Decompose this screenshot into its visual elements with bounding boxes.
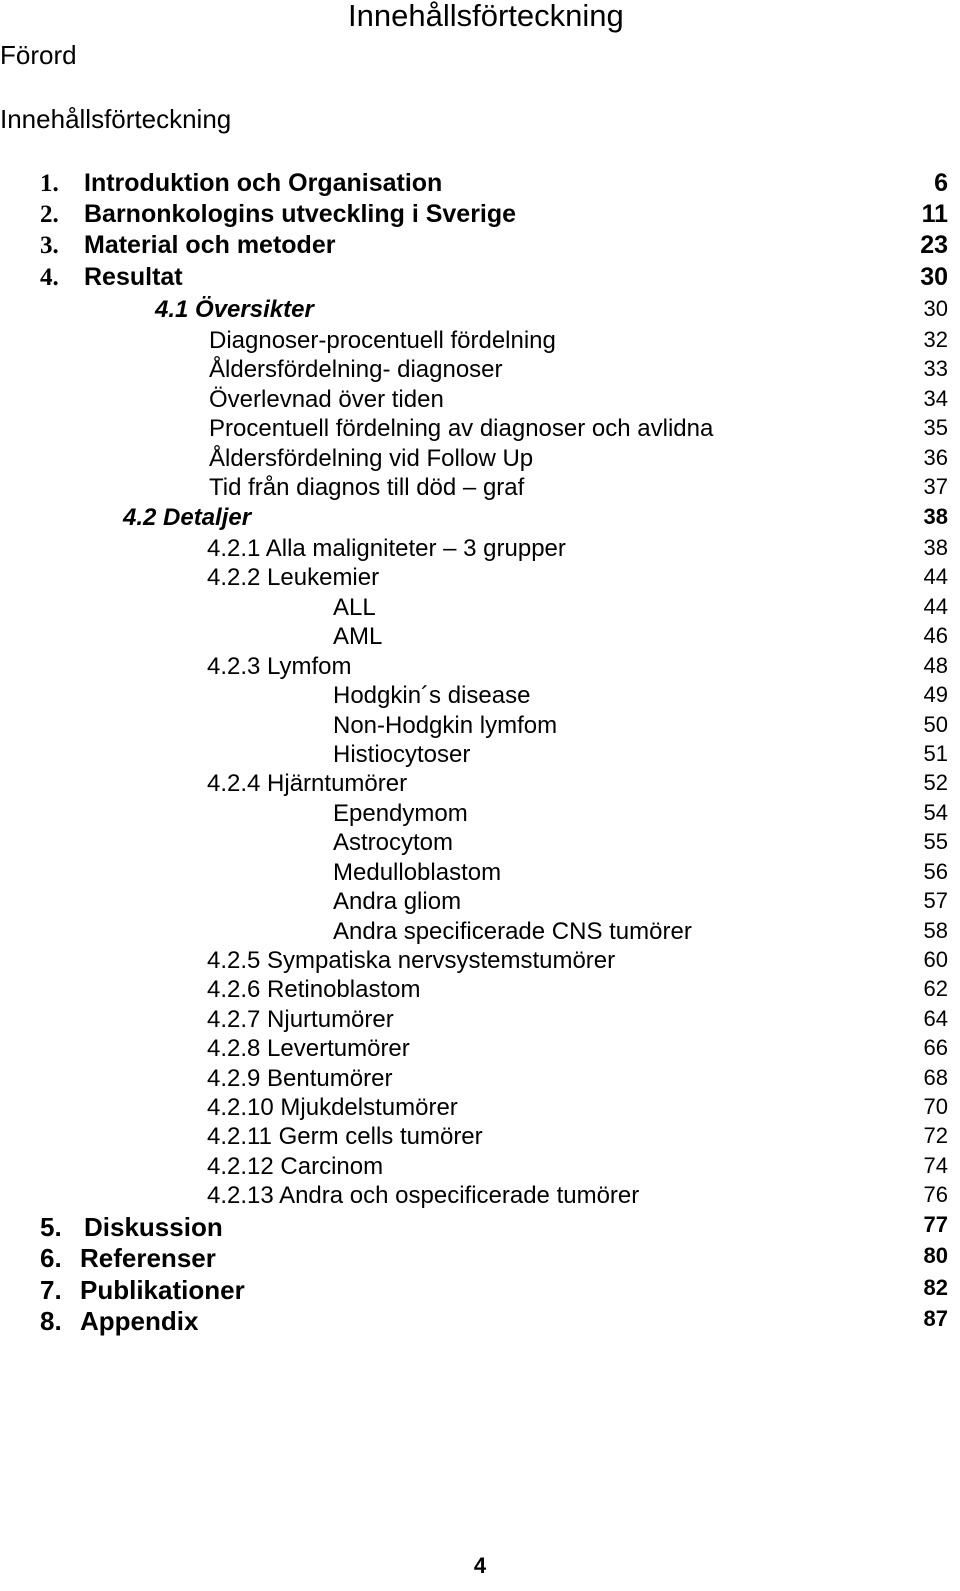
toc-entry-label: 4.2.11 Germ cells tumörer bbox=[207, 1123, 483, 1150]
toc-entry-page: 52 bbox=[923, 770, 948, 795]
toc-entry-number: 5. bbox=[40, 1212, 62, 1242]
toc-entry-page: 57 bbox=[923, 888, 948, 913]
toc-entry-page: 72 bbox=[923, 1123, 948, 1148]
toc-entry-page: 82 bbox=[923, 1275, 948, 1300]
toc-entry-label: Material och metoder bbox=[84, 231, 336, 259]
toc-entry-page: 36 bbox=[923, 445, 948, 470]
toc-entry[interactable] bbox=[0, 655, 960, 683]
toc-entry-page: 30 bbox=[920, 263, 948, 291]
toc-entry[interactable] bbox=[0, 920, 960, 948]
toc-entry-page: 32 bbox=[923, 327, 948, 352]
toc-entry[interactable] bbox=[0, 1184, 960, 1212]
toc-entry-page: 11 bbox=[921, 200, 948, 228]
toc-entry-label: Medulloblastom bbox=[333, 859, 502, 886]
toc-entry-number: 4. bbox=[40, 264, 59, 291]
toc-entry[interactable] bbox=[0, 537, 960, 565]
toc-entry[interactable] bbox=[0, 417, 960, 445]
toc-entry[interactable] bbox=[0, 949, 960, 977]
toc-entry-page: 49 bbox=[923, 682, 948, 707]
toc-entry-page: 33 bbox=[923, 356, 948, 381]
toc-entry-label: 4.2 Detaljer bbox=[123, 504, 252, 531]
toc-entry-number: 2. bbox=[40, 201, 59, 228]
toc-entry[interactable] bbox=[0, 1245, 960, 1273]
toc-entry-page: 87 bbox=[923, 1306, 948, 1331]
toc-entry[interactable] bbox=[0, 743, 960, 771]
toc-entry-label: 4.2.9 Bentumörer bbox=[207, 1065, 393, 1092]
toc-entry[interactable] bbox=[0, 1008, 960, 1036]
toc-entry-label: Astrocytom bbox=[333, 829, 454, 856]
toc-entry[interactable] bbox=[0, 1308, 960, 1336]
toc-entry-page: 30 bbox=[923, 296, 948, 321]
toc-entry[interactable] bbox=[0, 596, 960, 624]
toc-entry-page: 34 bbox=[923, 386, 948, 411]
toc-entry[interactable] bbox=[0, 506, 960, 534]
toc-entry-label: Histiocytoser bbox=[333, 741, 471, 768]
toc-entry[interactable] bbox=[0, 890, 960, 918]
toc-entry[interactable] bbox=[0, 802, 960, 830]
toc-entry-label: 4.2.6 Retinoblastom bbox=[207, 976, 421, 1003]
toc-entry-label: Ependymom bbox=[333, 800, 468, 827]
toc-entry[interactable] bbox=[0, 202, 960, 230]
toc-entry[interactable] bbox=[0, 1214, 960, 1242]
toc-entry-number: 3. bbox=[40, 232, 59, 259]
toc-entry-page: 77 bbox=[923, 1212, 948, 1237]
toc-entry-label: Andra gliom bbox=[333, 888, 462, 915]
toc-entry-label: 4.2.12 Carcinom bbox=[207, 1153, 384, 1180]
page-title: Innehållsförteckning bbox=[348, 0, 624, 33]
toc-entry-page: 64 bbox=[923, 1006, 948, 1031]
heading-forord: Förord bbox=[0, 40, 77, 70]
toc-entry[interactable] bbox=[0, 625, 960, 653]
toc-entry[interactable] bbox=[0, 978, 960, 1006]
toc-entry-label: Diagnoser-procentuell fördelning bbox=[209, 327, 556, 354]
toc-entry[interactable] bbox=[0, 1096, 960, 1124]
toc-entry-label: Appendix bbox=[80, 1306, 199, 1336]
toc-entry-page: 56 bbox=[923, 859, 948, 884]
toc-entry-page: 37 bbox=[923, 474, 948, 499]
toc-entry-label: 4.1 Översikter bbox=[155, 296, 314, 323]
toc-entry-page: 38 bbox=[923, 535, 948, 560]
toc-entry[interactable] bbox=[0, 861, 960, 889]
toc-entry-label: Publikationer bbox=[80, 1275, 245, 1305]
toc-entry-page: 23 bbox=[920, 231, 948, 259]
toc-entry[interactable] bbox=[0, 388, 960, 416]
toc-entry-label: Non-Hodgkin lymfom bbox=[333, 712, 558, 739]
toc-entry[interactable] bbox=[0, 772, 960, 800]
toc-entry-label: Barnonkologins utveckling i Sverige bbox=[84, 200, 517, 228]
toc-entry-page: 58 bbox=[923, 918, 948, 943]
toc-entry-page: 55 bbox=[923, 829, 948, 854]
toc-entry[interactable] bbox=[0, 358, 960, 386]
toc-entry-page: 80 bbox=[923, 1243, 948, 1268]
toc-entry-page: 50 bbox=[923, 712, 948, 737]
toc-entry-label: 4.2.10 Mjukdelstumörer bbox=[207, 1094, 458, 1121]
toc-entry[interactable] bbox=[0, 566, 960, 594]
toc-entry-label: 4.2.8 Levertumörer bbox=[207, 1035, 410, 1062]
toc-entry-page: 38 bbox=[923, 504, 948, 529]
toc-entry-label: AML bbox=[333, 623, 383, 650]
toc-entry[interactable] bbox=[0, 831, 960, 859]
toc-entry-page: 46 bbox=[923, 623, 948, 648]
toc-entry-page: 6 bbox=[934, 169, 948, 197]
toc-entry[interactable] bbox=[0, 329, 960, 357]
toc-entry-page: 68 bbox=[923, 1065, 948, 1090]
toc-entry-page: 35 bbox=[923, 415, 948, 440]
toc-entry-page: 70 bbox=[923, 1094, 948, 1119]
toc-entry-label: Referenser bbox=[80, 1243, 216, 1273]
toc-entry[interactable] bbox=[0, 265, 960, 293]
toc-entry-label: Åldersfördelning- diagnoser bbox=[209, 356, 503, 383]
toc-entry-label: 4.2.13 Andra och ospecificerade tumörer bbox=[207, 1182, 640, 1209]
toc-entry-page: 51 bbox=[923, 741, 948, 766]
page-number: 4 bbox=[473, 1553, 487, 1578]
toc-entry-label: Resultat bbox=[84, 263, 183, 291]
toc-entry-label: 4.2.7 Njurtumörer bbox=[207, 1006, 394, 1033]
toc-entry-number: 1. bbox=[40, 170, 59, 197]
toc-entry[interactable] bbox=[0, 171, 960, 199]
toc-entry-label: 4.2.3 Lymfom bbox=[207, 653, 352, 680]
toc-entry[interactable] bbox=[0, 1067, 960, 1095]
toc-entry[interactable] bbox=[0, 684, 960, 712]
toc-entry-label: 4.2.4 Hjärntumörer bbox=[207, 770, 408, 797]
toc-entry-label: Hodgkin´s disease bbox=[333, 682, 531, 709]
toc-entry-page: 62 bbox=[923, 976, 948, 1001]
toc-entry-page: 54 bbox=[923, 800, 948, 825]
toc-entry[interactable] bbox=[0, 1155, 960, 1183]
toc-entry-page: 44 bbox=[923, 564, 948, 589]
toc-entry-label: 4.2.2 Leukemier bbox=[207, 564, 380, 591]
toc-entry-page: 44 bbox=[923, 594, 948, 619]
toc-entry-label: Överlevnad över tiden bbox=[209, 386, 444, 413]
toc-entry-number: 7. bbox=[40, 1275, 62, 1305]
toc-entry-page: 74 bbox=[923, 1153, 948, 1178]
toc-entry-label: Diskussion bbox=[84, 1212, 223, 1242]
toc-entry-page: 66 bbox=[923, 1035, 948, 1060]
toc-entry-label: Åldersfördelning vid Follow Up bbox=[209, 445, 534, 472]
toc-entry-label: Procentuell fördelning av diagnoser och avlidna bbox=[209, 415, 714, 442]
toc-entry[interactable] bbox=[0, 298, 960, 326]
toc-entry-number: 8. bbox=[40, 1306, 62, 1336]
toc-entry-label: Introduktion och Organisation bbox=[84, 169, 443, 197]
toc-entry-label: 4.2.1 Alla maligniteter – 3 grupper bbox=[207, 535, 566, 562]
toc-entry-page: 76 bbox=[923, 1182, 948, 1207]
toc-entry-page: 48 bbox=[923, 653, 948, 678]
toc-entry[interactable] bbox=[0, 447, 960, 475]
toc-entry-label: Tid från diagnos till död – graf bbox=[209, 474, 525, 501]
toc-entry[interactable] bbox=[0, 476, 960, 504]
toc-entry-label: ALL bbox=[333, 594, 376, 621]
toc-entry-page: 60 bbox=[923, 947, 948, 972]
toc-entry[interactable] bbox=[0, 233, 960, 261]
toc-entry-number: 6. bbox=[40, 1243, 62, 1273]
toc-entry[interactable] bbox=[0, 714, 960, 742]
toc-entry[interactable] bbox=[0, 1277, 960, 1305]
toc-entry[interactable] bbox=[0, 1037, 960, 1065]
toc-entry-label: Andra specificerade CNS tumörer bbox=[333, 918, 692, 945]
toc-entry[interactable] bbox=[0, 1125, 960, 1153]
toc-entry-label: 4.2.5 Sympatiska nervsystemstumörer bbox=[207, 947, 616, 974]
heading-innehallsforteckning: Innehållsförteckning bbox=[0, 104, 232, 134]
